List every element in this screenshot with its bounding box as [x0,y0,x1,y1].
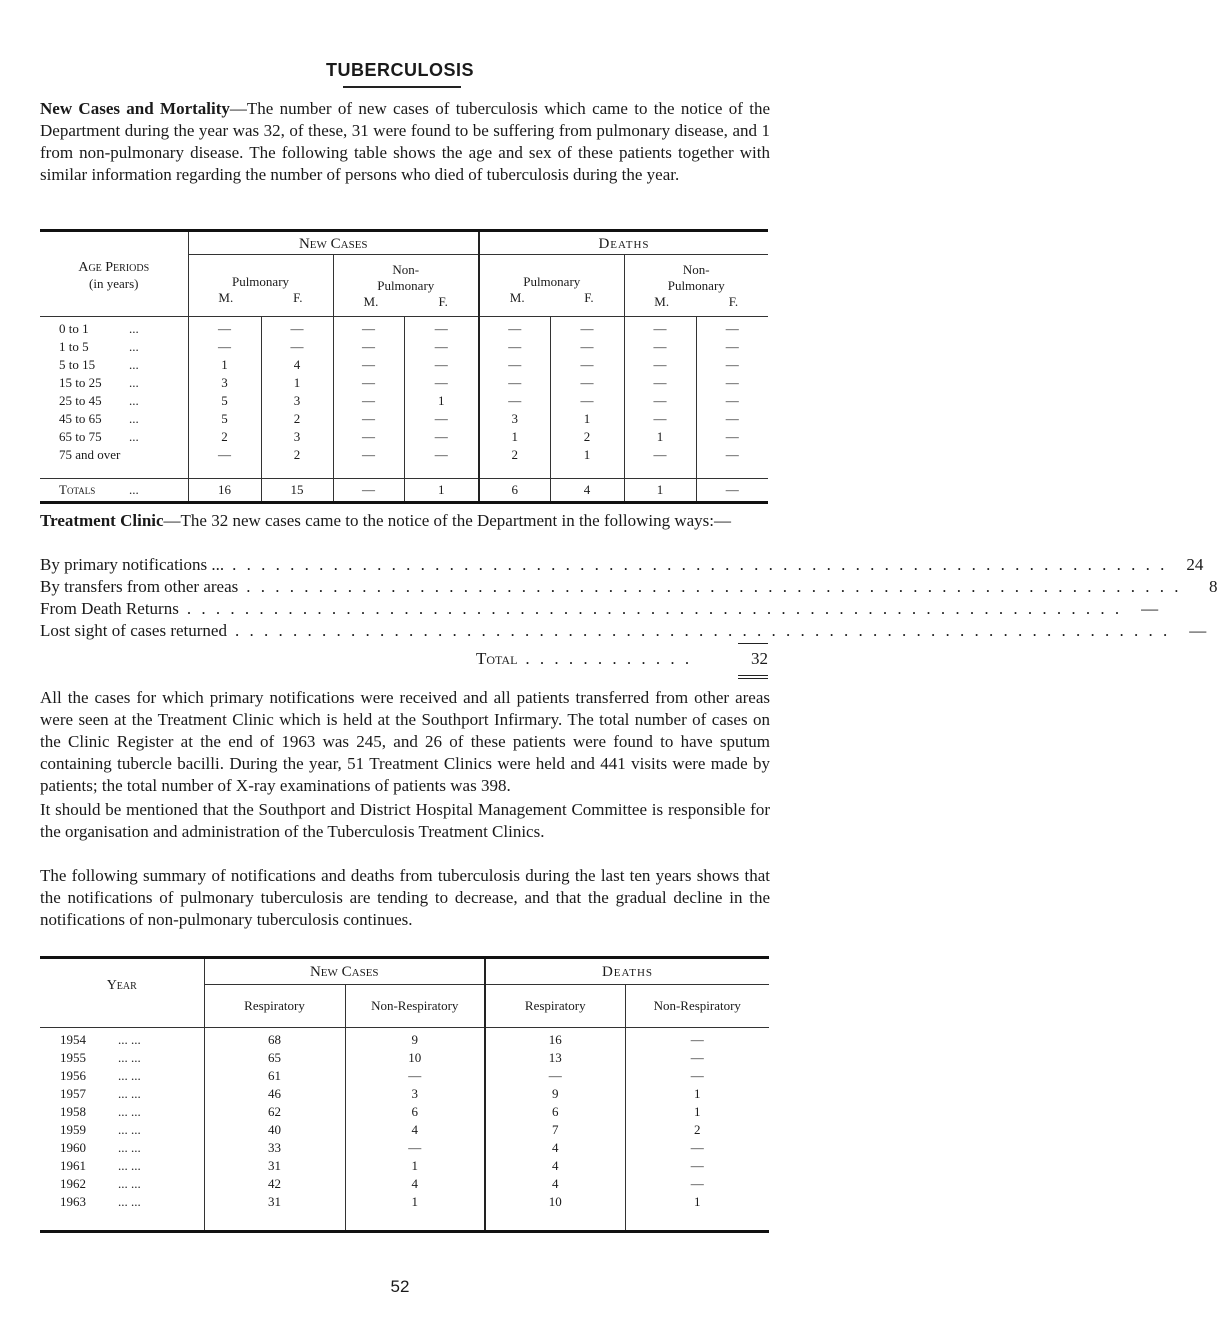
deaths-header: Deaths [479,231,768,255]
age-row-value: — [696,375,768,393]
age-period-dots: ... [129,410,139,426]
age-row-value: — [550,339,624,357]
age-row-value: — [696,393,768,411]
year-row-value: 9 [485,1086,625,1104]
age-row-value: — [624,357,696,375]
age-row-value: — [333,357,404,375]
age-row-value: — [696,429,768,447]
age-row-value: 1 [188,357,261,375]
year-row [40,1194,769,1212]
age-row [40,393,768,411]
age-row-value: 3 [261,393,333,411]
age-row [40,447,768,465]
notification-way-value: — [1189,621,1207,640]
year-row-value: 1 [625,1086,769,1104]
age-row-value: — [404,447,479,465]
t2-new-non-respiratory-header: Non-Respiratory [345,985,485,1028]
year-dots: ... ... [118,1175,141,1191]
totals-value: 15 [261,479,333,503]
age-row-value: — [333,393,404,411]
age-row-value: — [624,411,696,429]
age-row-value: — [333,339,404,357]
age-row-value: — [550,375,624,393]
year-row-value: 16 [485,1028,625,1050]
year-label: 1961 [60,1157,86,1173]
age-row-value: 1 [624,429,696,447]
year-dots: ... ... [118,1193,141,1209]
age-periods-header: Age Periods (in years) [78,260,150,291]
age-period-label: 0 to 1 [59,321,89,336]
year-row [40,1176,769,1194]
age-period-dots: ... [129,374,139,390]
age-row [40,317,768,339]
year-row [40,1140,769,1158]
year-row-value: — [625,1068,769,1086]
age-row-value: — [188,339,261,357]
year-row-value: 9 [345,1028,485,1050]
age-row-value: 3 [261,429,333,447]
year-dots: ... ... [118,1103,141,1119]
age-row-value: 2 [479,447,550,465]
age-row [40,411,768,429]
year-row [40,1068,769,1086]
age-row-value: — [696,447,768,465]
year-row-value: 40 [204,1122,345,1140]
totals-dots: ... [129,482,139,497]
age-row-value: — [333,447,404,465]
ways-total-label: Total [476,649,518,668]
year-row [40,1086,769,1104]
year-dots: ... ... [118,1121,141,1137]
notification-way-row: By primary notifications ... . . . . . . . . . . . . . . . . . . . . . . . . . . . . . . . . . . . . . . . . . . . . . . . . . . . . . . . . . . . . . . . . . 24 [40,555,1204,574]
year-row-value: 4 [345,1122,485,1140]
age-period-label: 45 to 65 [59,410,102,426]
age-row-value: — [550,317,624,339]
age-row-value: — [333,375,404,393]
year-label: 1956 [60,1067,86,1083]
age-row-value: 5 [188,411,261,429]
year-row-value: 1 [345,1158,485,1176]
clinic-text: —The 32 new cases came to the notice of the Department in the following ways:— [163,511,731,530]
year-label: 1954 [60,1032,86,1047]
age-row-value: 5 [188,393,261,411]
title-underline [343,86,461,88]
age-row-value: — [261,317,333,339]
age-row-value: — [333,411,404,429]
year-row [40,1104,769,1122]
notification-way-label: By primary notifications ... [40,555,225,574]
t2-new-respiratory-header: Respiratory [204,985,345,1028]
age-period-label: 15 to 25 [59,374,102,390]
ten-year-summary-table [40,956,769,1233]
age-row-value: — [624,393,696,411]
year-row-value: 4 [485,1140,625,1158]
year-row-value: 10 [345,1050,485,1068]
year-row-value: — [485,1068,625,1086]
t2-deaths-header: Deaths [485,958,769,985]
year-row [40,1122,769,1140]
year-row-value: 42 [204,1176,345,1194]
year-label: 1957 [60,1085,86,1101]
total-rule-bottom-1 [738,675,768,676]
year-label: 1960 [60,1139,86,1155]
age-period-dots: ... [129,338,139,354]
age-row-value: — [188,317,261,339]
year-header: Year [106,978,137,993]
year-row-value: 4 [345,1176,485,1194]
t2-deaths-non-respiratory-header: Non-Respiratory [625,985,769,1028]
age-period-dots: ... [129,428,139,444]
age-row-value: 2 [261,447,333,465]
notification-way-row: By transfers from other areas . . . . . . . . . . . . . . . . . . . . . . . . . . . . . . . . . . . . . . . . . . . . . . . . . . . . . . . . . . . . . . . . . 8 [40,577,1218,596]
age-row-value: — [550,393,624,411]
intro-heading: New Cases and Mortality [40,99,230,118]
age-row-value: 2 [188,429,261,447]
new-non-pulmonary-header: Non- Pulmonary M. F. [333,255,479,317]
age-row-value: — [404,375,479,393]
clinic-register-paragraph: All the cases for which primary notifications were received and all patients transferred from other areas were seen at the Treatment Clinic which is held at the Southport Infirmary. The total number of cases on the Clinic Register at the end of 1963 was 245, and 26 of these patients were found to have sputum containing tubercle bacilli. During the year, 51 Treatment Clinics were held and 441 visits were made by patients; the total number of X-ray examinations of patients was 398. [40,688,770,795]
totals-label: Totals [59,482,96,497]
year-row-value: 6 [485,1104,625,1122]
age-period-label: 75 and over [59,446,121,462]
totals-value: — [333,479,404,503]
age-row-value: — [333,317,404,339]
year-row-value: 46 [204,1086,345,1104]
age-row-value: 1 [404,393,479,411]
totals-value: 1 [624,479,696,503]
notification-way-value: — [1141,599,1159,618]
notification-way-row: Lost sight of cases returned . . . . . . . . . . . . . . . . . . . . . . . . . . . . . . . . . . . . . . . . . . . . . . . . . . . . . . . . . . . . . . . . . — [40,621,1207,640]
age-row-value: — [479,357,550,375]
age-period-dots: ... [129,321,139,336]
age-row-value: — [696,317,768,339]
age-row-value: 1 [261,375,333,393]
year-row-value: 61 [204,1068,345,1086]
year-row-value: 1 [345,1194,485,1212]
year-row-value: — [625,1176,769,1194]
age-row-value: — [696,339,768,357]
year-row-value: 10 [485,1194,625,1212]
year-dots: ... ... [118,1049,141,1065]
t2-new-cases-header: New Cases [204,958,485,985]
year-label: 1959 [60,1121,86,1137]
year-label: 1963 [60,1193,86,1209]
year-row-value: — [345,1068,485,1086]
year-dots: ... ... [118,1139,141,1155]
age-period-label: 1 to 5 [59,338,89,354]
year-row-value: 1 [625,1194,769,1212]
age-row-value: 1 [479,429,550,447]
ways-total-value: 32 [751,649,768,668]
age-row-value: 1 [550,447,624,465]
age-row-value: — [696,357,768,375]
age-period-label: 5 to 15 [59,356,96,372]
year-row-value: 4 [485,1176,625,1194]
age-sex-table [40,229,768,504]
year-row-value: — [625,1050,769,1068]
year-dots: ... ... [118,1067,141,1083]
year-row-value: — [625,1140,769,1158]
totals-value: 16 [188,479,261,503]
notification-way-label: By transfers from other areas [40,577,239,596]
age-sex-table-body [40,317,768,503]
year-row-value: 31 [204,1194,345,1212]
year-row-value: — [625,1028,769,1050]
year-row-value: — [345,1140,485,1158]
age-row [40,339,768,357]
notification-way-value: 24 [1186,555,1204,574]
age-row [40,357,768,375]
intro-paragraph [40,98,770,186]
age-row-value: — [261,339,333,357]
year-row-value: 65 [204,1050,345,1068]
age-row-value: — [404,317,479,339]
new-pulmonary-header: Pulmonary M. F. [188,255,333,317]
year-row-value: 3 [345,1086,485,1104]
year-row-value: 62 [204,1104,345,1122]
age-row-value: — [479,375,550,393]
age-row-value: 2 [261,411,333,429]
year-row-value: 68 [204,1028,345,1050]
age-period-dots: ... [129,356,139,372]
total-rule-bottom-2 [738,678,768,679]
year-dots: ... ... [118,1032,141,1047]
age-row-value: — [479,317,550,339]
t2-deaths-respiratory-header: Respiratory [485,985,625,1028]
year-row-value: 1 [625,1104,769,1122]
age-row-value: — [188,447,261,465]
year-label: 1958 [60,1103,86,1119]
year-label: 1962 [60,1175,86,1191]
year-dots: ... ... [118,1157,141,1173]
age-period-label: 25 to 45 [59,392,102,408]
notification-way-label: Lost sight of cases returned [40,621,227,640]
age-row-value: — [550,357,624,375]
intro-text: —The number of new cases of tuberculosis which came to the notice of the Department during the year was 32, of these, 31 were found to be suffering from pulmonary disease, and 1 from non-pulmonary disease. The following table shows the age and sex of these patients together with similar information regarding the number of persons who died of tuberculosis during the year. [40,99,771,184]
ways-total-row: Total . . . . . . . . . . . . 32 [476,649,768,668]
notification-way-row: From Death Returns . . . . . . . . . . . . . . . . . . . . . . . . . . . . . . . . . . . . . . . . . . . . . . . . . . . . . . . . . . . . . . . . . — [40,599,1159,618]
total-rule-top [738,643,768,644]
year-dots: ... ... [118,1085,141,1101]
deaths-pulmonary-header: Pulmonary M. F. [479,255,624,317]
ten-year-table-body [40,1028,769,1232]
new-cases-header: New Cases [188,231,479,255]
year-row-value: 4 [485,1158,625,1176]
age-row-value: — [696,411,768,429]
notification-ways-list [40,554,1218,642]
page-number: 52 [390,1277,410,1296]
year-row-value: 31 [204,1158,345,1176]
age-row-value: 1 [550,411,624,429]
age-row-value: — [404,429,479,447]
totals-value: 4 [550,479,624,503]
age-row-value: — [404,357,479,375]
notification-way-value: 8 [1209,577,1218,596]
deaths-non-pulmonary-header: Non- Pulmonary M. F. [624,255,768,317]
age-row-value: — [624,317,696,339]
year-row [40,1158,769,1176]
age-period-label: 65 to 75 [59,428,102,444]
age-row-value: — [624,375,696,393]
totals-value: 1 [404,479,479,503]
year-row-value: 6 [345,1104,485,1122]
age-row [40,429,768,447]
age-row-value: — [404,411,479,429]
age-row-value: — [479,393,550,411]
age-row-value: — [624,339,696,357]
year-row [40,1028,769,1050]
clinic-heading: Treatment Clinic [40,511,164,530]
clinic-paragraph [40,510,770,532]
age-row-value: — [479,339,550,357]
year-row-value: 2 [625,1122,769,1140]
notification-way-label: From Death Returns [40,599,179,618]
age-row-value: 4 [261,357,333,375]
age-row-value: — [624,447,696,465]
totals-value: 6 [479,479,550,503]
age-row-value: 3 [479,411,550,429]
year-row [40,1050,769,1068]
year-row-value: — [625,1158,769,1176]
age-row-value: — [333,429,404,447]
age-row-value: 2 [550,429,624,447]
page-title: TUBERCULOSIS [325,60,474,80]
year-row-value: 33 [204,1140,345,1158]
summary-paragraph: The following summary of notifications and deaths from tuberculosis during the last ten years shows that the notifications of pulmonary tuberculosis are tending to decrease, and that the gradual decline in the notifications of non-pulmonary tuberculosis continues. [40,866,770,929]
age-row-value: — [404,339,479,357]
year-row-value: 13 [485,1050,625,1068]
age-period-dots: ... [129,392,139,408]
year-row-value: 7 [485,1122,625,1140]
committee-paragraph: It should be mentioned that the Southport and District Hospital Management Committee is responsible for the organisation and administration of the Tuberculosis Treatment Clinics. [40,800,770,841]
year-label: 1955 [60,1049,86,1065]
totals-row [40,479,768,503]
age-row [40,375,768,393]
totals-value: — [696,479,768,503]
age-row-value: 3 [188,375,261,393]
